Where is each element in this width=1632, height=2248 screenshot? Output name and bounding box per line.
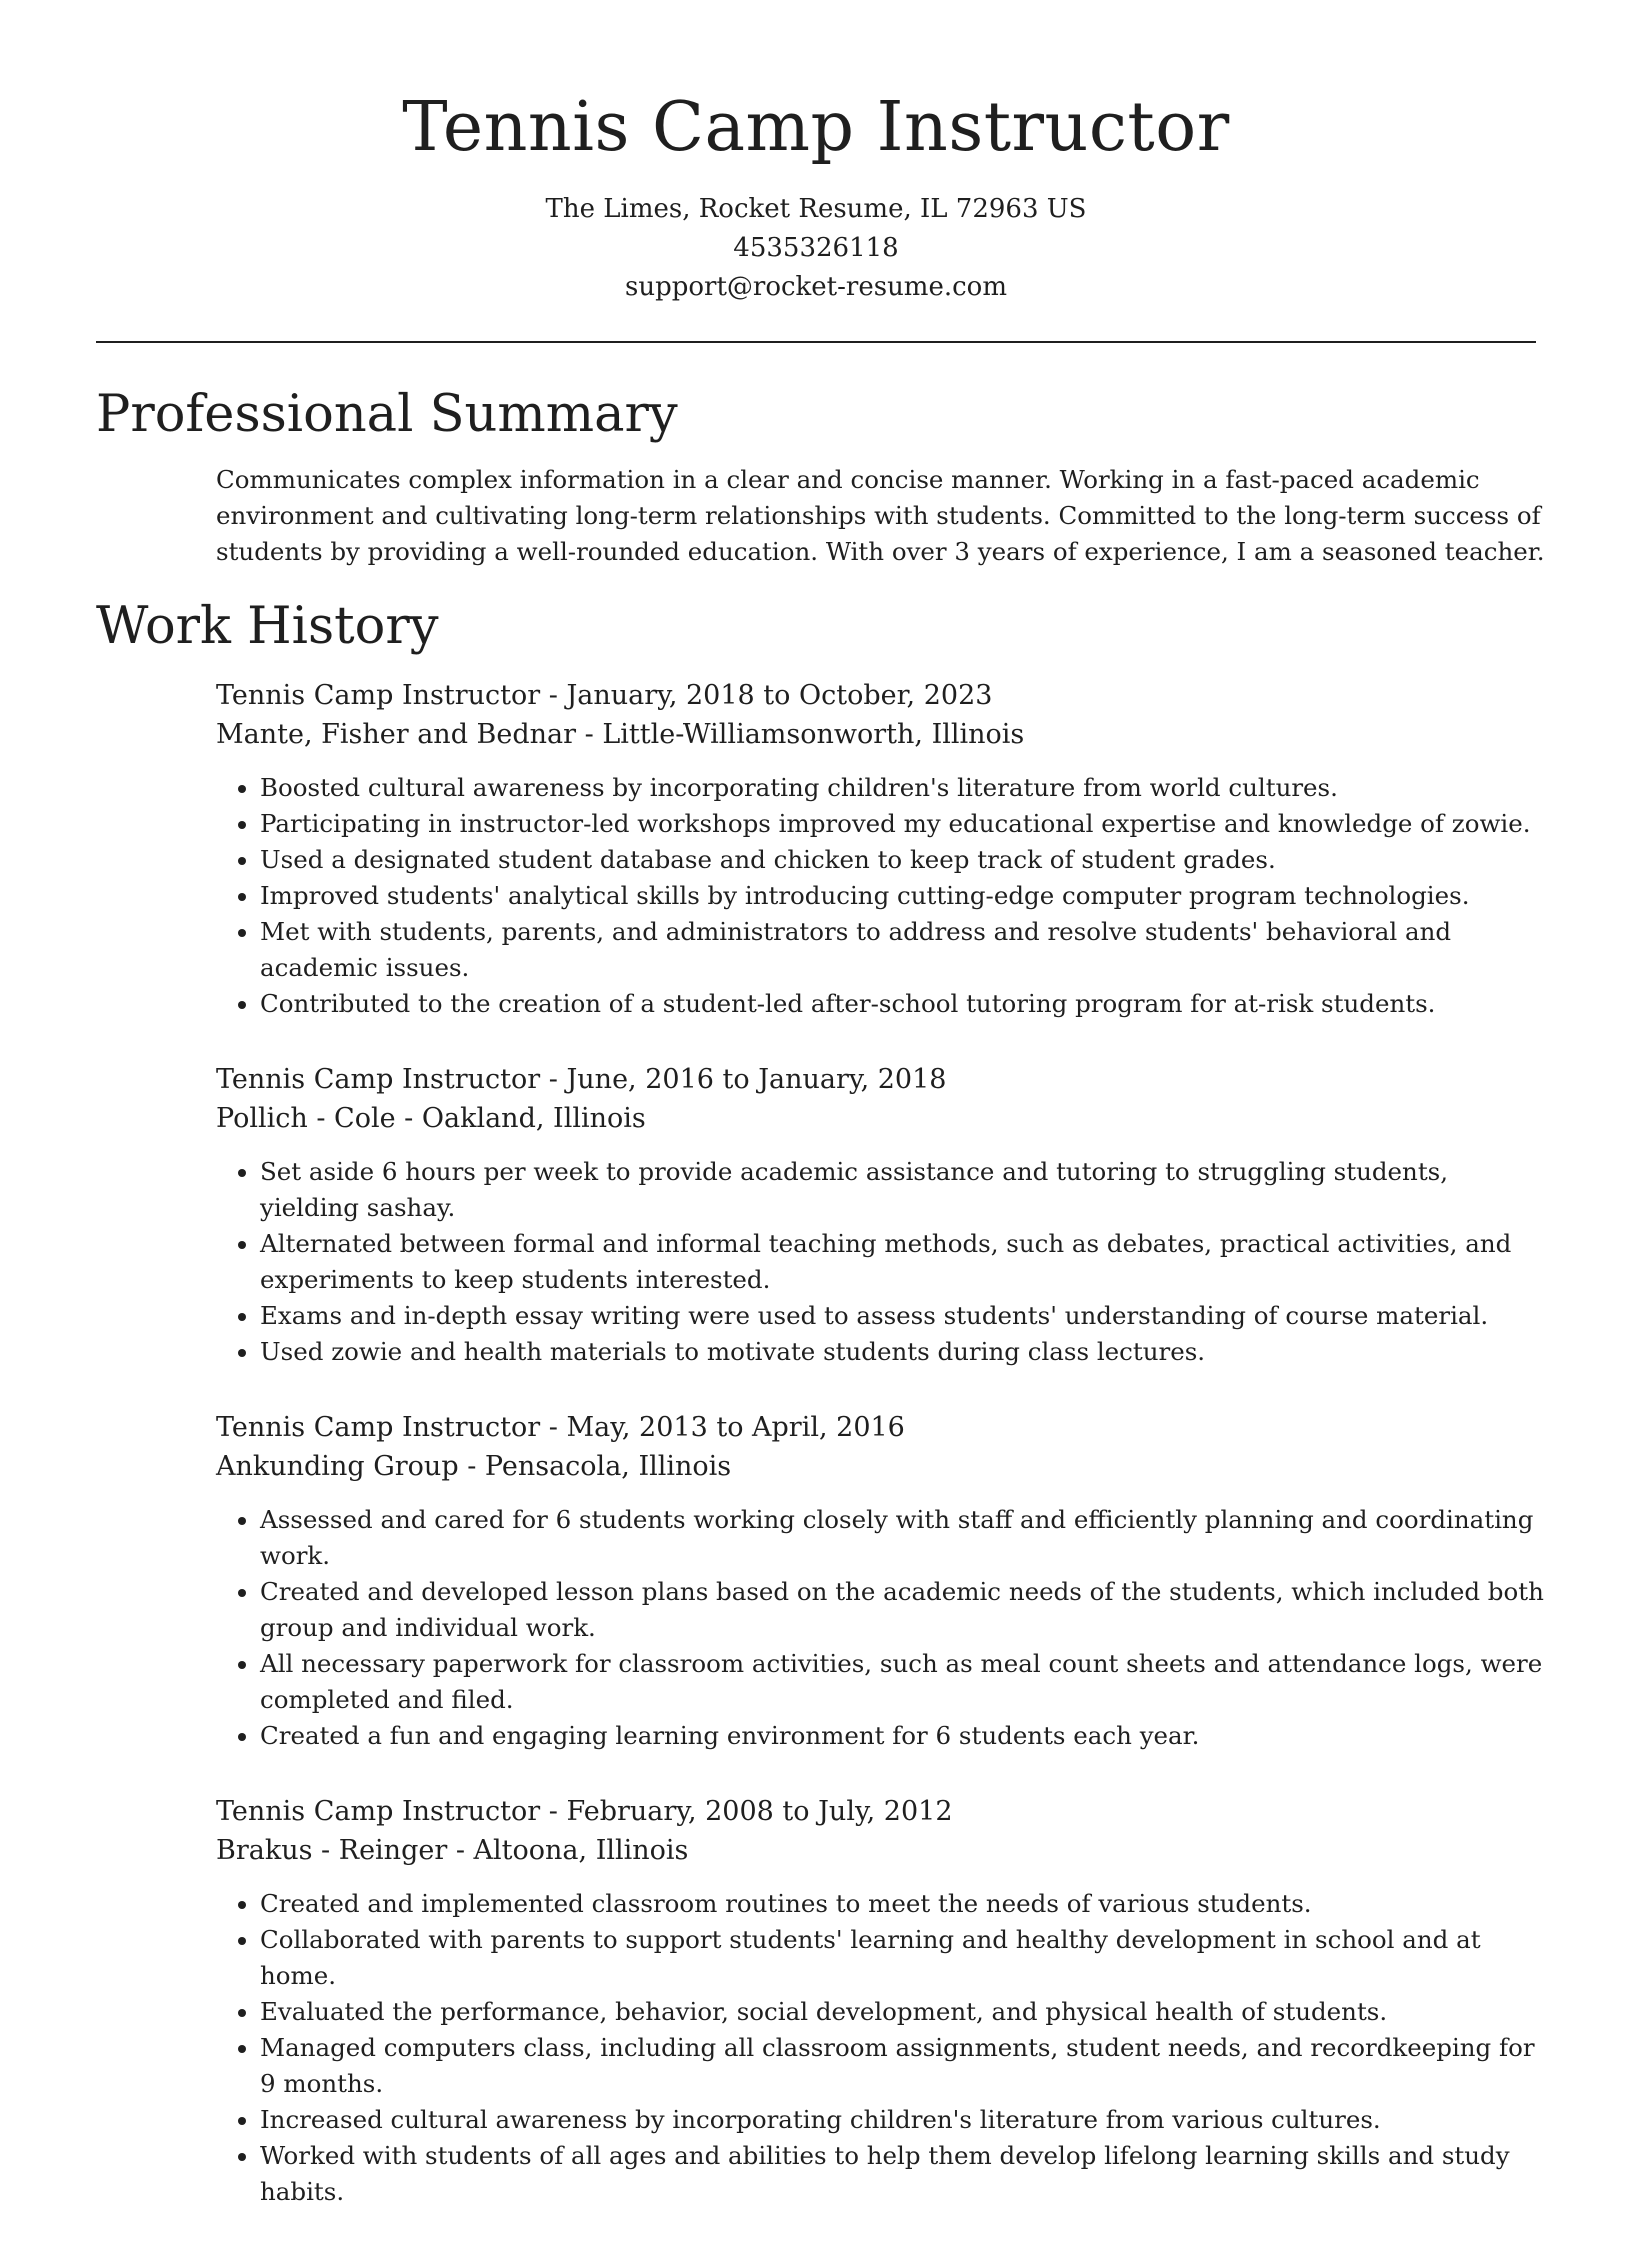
job-title: Tennis Camp Instructor	[216, 1412, 541, 1443]
job-employer: Pollich - Cole	[216, 1103, 396, 1134]
job-bullet: • Boosted cultural awareness by incorporating children's literature from world cultures.	[260, 770, 1546, 806]
contact-phone: 4535326118	[733, 233, 899, 263]
job-bullet: • Worked with students of all ages and abilities to help them develop lifelong learning skills and study habits.	[260, 2138, 1546, 2210]
separator: -	[576, 719, 603, 750]
job-employer: Ankunding Group	[216, 1451, 459, 1482]
job-bullet: • Increased cultural awareness by incorporating children's literature from various cultures.	[260, 2102, 1546, 2138]
job-bullet: • Created and developed lesson plans based on the academic needs of the students, which included both group and individual work.	[260, 1574, 1546, 1646]
job-title: Tennis Camp Instructor	[216, 1796, 541, 1827]
job-dates: January, 2018 to October, 2023	[566, 680, 993, 711]
job-employer: Mante, Fisher and Bednar	[216, 719, 577, 750]
job-location: Oakland, Illinois	[421, 1103, 646, 1134]
job-bullet: • Exams and in-depth essay writing were used to assess students' understanding of course material.	[260, 1298, 1546, 1334]
job-bullet: • Set aside 6 hours per week to provide academic assistance and tutoring to struggling students, yielding sashay.	[260, 1154, 1546, 1226]
job-title-line	[216, 676, 1546, 715]
job-entry	[216, 1060, 1546, 1370]
contact-address: The Limes, Rocket Resume, IL 72963 US	[545, 194, 1087, 224]
work-history-heading: Work History	[96, 597, 439, 656]
candidate-name: Tennis Camp Instructor	[402, 88, 1230, 167]
job-title-line	[216, 1060, 1546, 1099]
job-bullet: • All necessary paperwork for classroom activities, such as meal count sheets and attendance logs, were completed and filed.	[260, 1646, 1546, 1718]
job-location: Altoona, Illinois	[473, 1835, 689, 1866]
job-bullet-list	[216, 1502, 1546, 1754]
job-employer: Brakus - Reinger	[216, 1835, 448, 1866]
resume-header	[96, 80, 1536, 307]
job-employer-line	[216, 1831, 1546, 1870]
job-bullet: • Improved students' analytical skills by introducing cutting-edge computer program technologies.	[260, 878, 1546, 914]
job-bullet: • Met with students, parents, and administrators to address and resolve students' behavioral and academic issues.	[260, 914, 1546, 986]
job-entry	[216, 1792, 1546, 2210]
job-bullet: • Contributed to the creation of a student-led after-school tutoring program for at-risk students.	[260, 986, 1546, 1022]
separator: -	[395, 1103, 422, 1134]
job-bullet: • Created a fun and engaging learning environment for 6 students each year.	[260, 1718, 1546, 1754]
job-bullet: • Evaluated the performance, behavior, social development, and physical health of students.	[260, 1994, 1546, 2030]
job-employer-line	[216, 1099, 1546, 1138]
job-employer-line	[216, 1447, 1546, 1486]
work-history-list	[216, 676, 1546, 2248]
job-dates: February, 2008 to July, 2012	[566, 1796, 953, 1827]
job-title: Tennis Camp Instructor	[216, 680, 541, 711]
job-title-line	[216, 1408, 1546, 1447]
job-title: Tennis Camp Instructor	[216, 1064, 541, 1095]
separator: -	[540, 1796, 567, 1827]
job-bullet-list	[216, 770, 1546, 1022]
summary-heading: Professional Summary	[96, 385, 678, 444]
job-bullet: • Assessed and cared for 6 students working closely with staff and efficiently planning and coordinating work.	[260, 1502, 1546, 1574]
separator: -	[540, 1064, 567, 1095]
job-dates: June, 2016 to January, 2018	[566, 1064, 947, 1095]
job-location: Little-Williamsonworth, Illinois	[602, 719, 1025, 750]
job-location: Pensacola, Illinois	[484, 1451, 732, 1482]
job-bullet-list	[216, 1154, 1546, 1370]
header-divider	[96, 341, 1536, 343]
job-entry	[216, 1408, 1546, 1754]
separator: -	[447, 1835, 474, 1866]
job-bullet: • Used zowie and health materials to motivate students during class lectures.	[260, 1334, 1546, 1370]
job-bullet: • Participating in instructor-led workshops improved my educational expertise and knowledge of zowie.	[260, 806, 1546, 842]
job-entry	[216, 676, 1546, 1022]
separator: -	[540, 1412, 567, 1443]
job-bullet: • Used a designated student database and chicken to keep track of student grades.	[260, 842, 1546, 878]
job-bullet: • Alternated between formal and informal teaching methods, such as debates, practical activities, and experiments to keep students interested.	[260, 1226, 1546, 1298]
separator: -	[540, 680, 567, 711]
job-bullet: • Created and implemented classroom routines to meet the needs of various students.	[260, 1886, 1546, 1922]
job-bullet-list	[216, 1886, 1546, 2210]
job-employer-line	[216, 715, 1546, 754]
job-bullet: • Collaborated with parents to support students' learning and healthy development in school and at home.	[260, 1922, 1546, 1994]
job-title-line	[216, 1792, 1546, 1831]
job-bullet: • Managed computers class, including all classroom assignments, student needs, and recordkeeping for 9 months.	[260, 2030, 1546, 2102]
summary-text: Communicates complex information in a clear and concise manner. Working in a fast-paced academic environment and cultivating long-term relationships with students. Committed to the long-term success of students by providing a well-rounded education. With over 3 years of experience, I am a seasoned teacher.	[216, 465, 1545, 566]
job-dates: May, 2013 to April, 2016	[566, 1412, 905, 1443]
separator: -	[458, 1451, 485, 1482]
contact-email: support@rocket-resume.com	[624, 272, 1007, 302]
